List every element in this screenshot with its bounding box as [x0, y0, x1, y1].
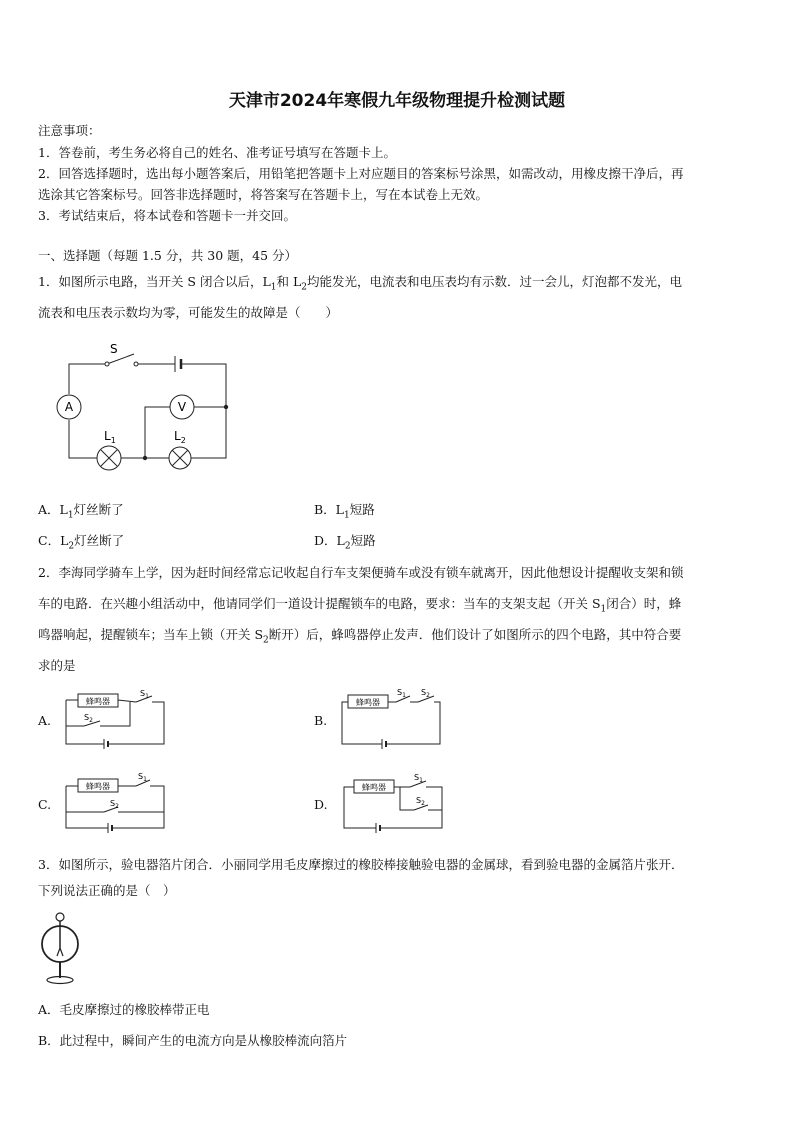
switch-s2-label: $S_2$ — [416, 796, 425, 807]
switch-s1-label: $S_1$ — [414, 773, 423, 784]
notice-heading: 注意事项： — [38, 123, 101, 138]
q2-circuit-c — [60, 772, 170, 834]
buzzer-label: 蜂鸣器 — [356, 698, 380, 707]
q1-option-a: A．$L_1$灯丝断了 — [38, 502, 124, 521]
q2-stem-line3: 鸣器响起，提醒锁车；当车上锁（开关 $S_2$断开）后，蜂鸣器停止发声．他们设计了如图所示的四个电路，其中符合要 — [38, 627, 682, 646]
switch-label: S — [110, 342, 118, 356]
q1-stem-line2: 流表和电压表示数均为零，可能发生的故障是（ ） — [38, 305, 339, 320]
section-heading: 一、选择题（每题 1.5 分，共 30 题，45 分） — [38, 248, 298, 263]
switch-s2-label: $S_2$ — [110, 799, 119, 810]
page-title: 天津市2024年寒假九年级物理提升检测试题 — [228, 91, 566, 111]
q2-option-a-label: A. — [38, 713, 52, 728]
lamp2-label: $L_2$ — [174, 429, 186, 445]
buzzer-label: 蜂鸣器 — [362, 783, 386, 792]
q1-circuit-diagram — [50, 340, 240, 480]
q2-circuit-d — [338, 772, 448, 834]
switch-s1-label: $S_1$ — [138, 772, 147, 783]
notice-item-1: 1．答卷前，考生务必将自己的姓名、准考证号填写在答题卡上。 — [38, 145, 396, 160]
switch-s2-label: $S_2$ — [421, 688, 430, 699]
voltmeter-label: V — [177, 400, 187, 414]
switch-s1-label: $S_1$ — [140, 689, 149, 700]
q2-stem-line2: 车的电路．在兴趣小组活动中，他请同学们一道设计提醒锁车的电路，要求：当车的支架支起（开关 $S_1$闭合）时，蜂 — [38, 596, 682, 615]
switch-s1-label: $S_1$ — [397, 688, 406, 699]
q1-option-b: B．$L_1$短路 — [314, 502, 375, 521]
q3-stem-line2: 下列说法正确的是（ ） — [38, 883, 176, 898]
q2-stem-line4: 求的是 — [38, 658, 76, 673]
q1-stem-line1: 1．如图所示电路，当开关 S 闭合以后，$L_1$和 $L_2$均能发光，电流表和电压表均有示数．过一会儿，灯泡都不发光，电 — [38, 274, 683, 293]
q2-option-c-label: C. — [38, 797, 52, 812]
q2-circuit-b — [338, 688, 448, 750]
switch-s2-label: $S_2$ — [84, 713, 93, 724]
q2-option-b-label: B. — [314, 713, 328, 728]
lamp1-label: $L_1$ — [104, 429, 116, 445]
notice-item-3: 3．考试结束后，将本试卷和答题卡一并交回。 — [38, 208, 296, 223]
q2-circuit-a — [60, 688, 170, 750]
q2-stem-line1: 2．李海同学骑车上学，因为赶时间经常忘记收起自行车支架便骑车或没有锁车就离开，因此他想设计提醒收支架和锁 — [38, 565, 684, 580]
q1-option-d: D．$L_2$短路 — [314, 533, 376, 552]
electroscope-diagram — [38, 912, 88, 988]
q1-option-c: C．$L_2$灯丝断了 — [38, 533, 125, 552]
buzzer-label: 蜂鸣器 — [86, 782, 110, 791]
q3-option-a: A．毛皮摩擦过的橡胶棒带正电 — [38, 1002, 210, 1017]
q2-option-d-label: D. — [314, 797, 328, 812]
q3-stem-line1: 3．如图所示，验电器箔片闭合．小丽同学用毛皮摩擦过的橡胶棒接触验电器的金属球，看到验电器的金属箔片张开． — [38, 857, 684, 872]
buzzer-label: 蜂鸣器 — [86, 697, 110, 706]
ammeter-label: A — [64, 400, 74, 414]
notice-item-2-cont: 选涂其它答案标号。回答非选择题时，将答案写在答题卡上，写在本试卷上无效。 — [38, 187, 489, 202]
notice-item-2: 2．回答选择题时，选出每小题答案后，用铅笔把答题卡上对应题目的答案标号涂黑，如需改动，用橡皮擦干净后，再 — [38, 166, 684, 181]
q3-option-b: B．此过程中，瞬间产生的电流方向是从橡胶棒流向箔片 — [38, 1033, 348, 1048]
